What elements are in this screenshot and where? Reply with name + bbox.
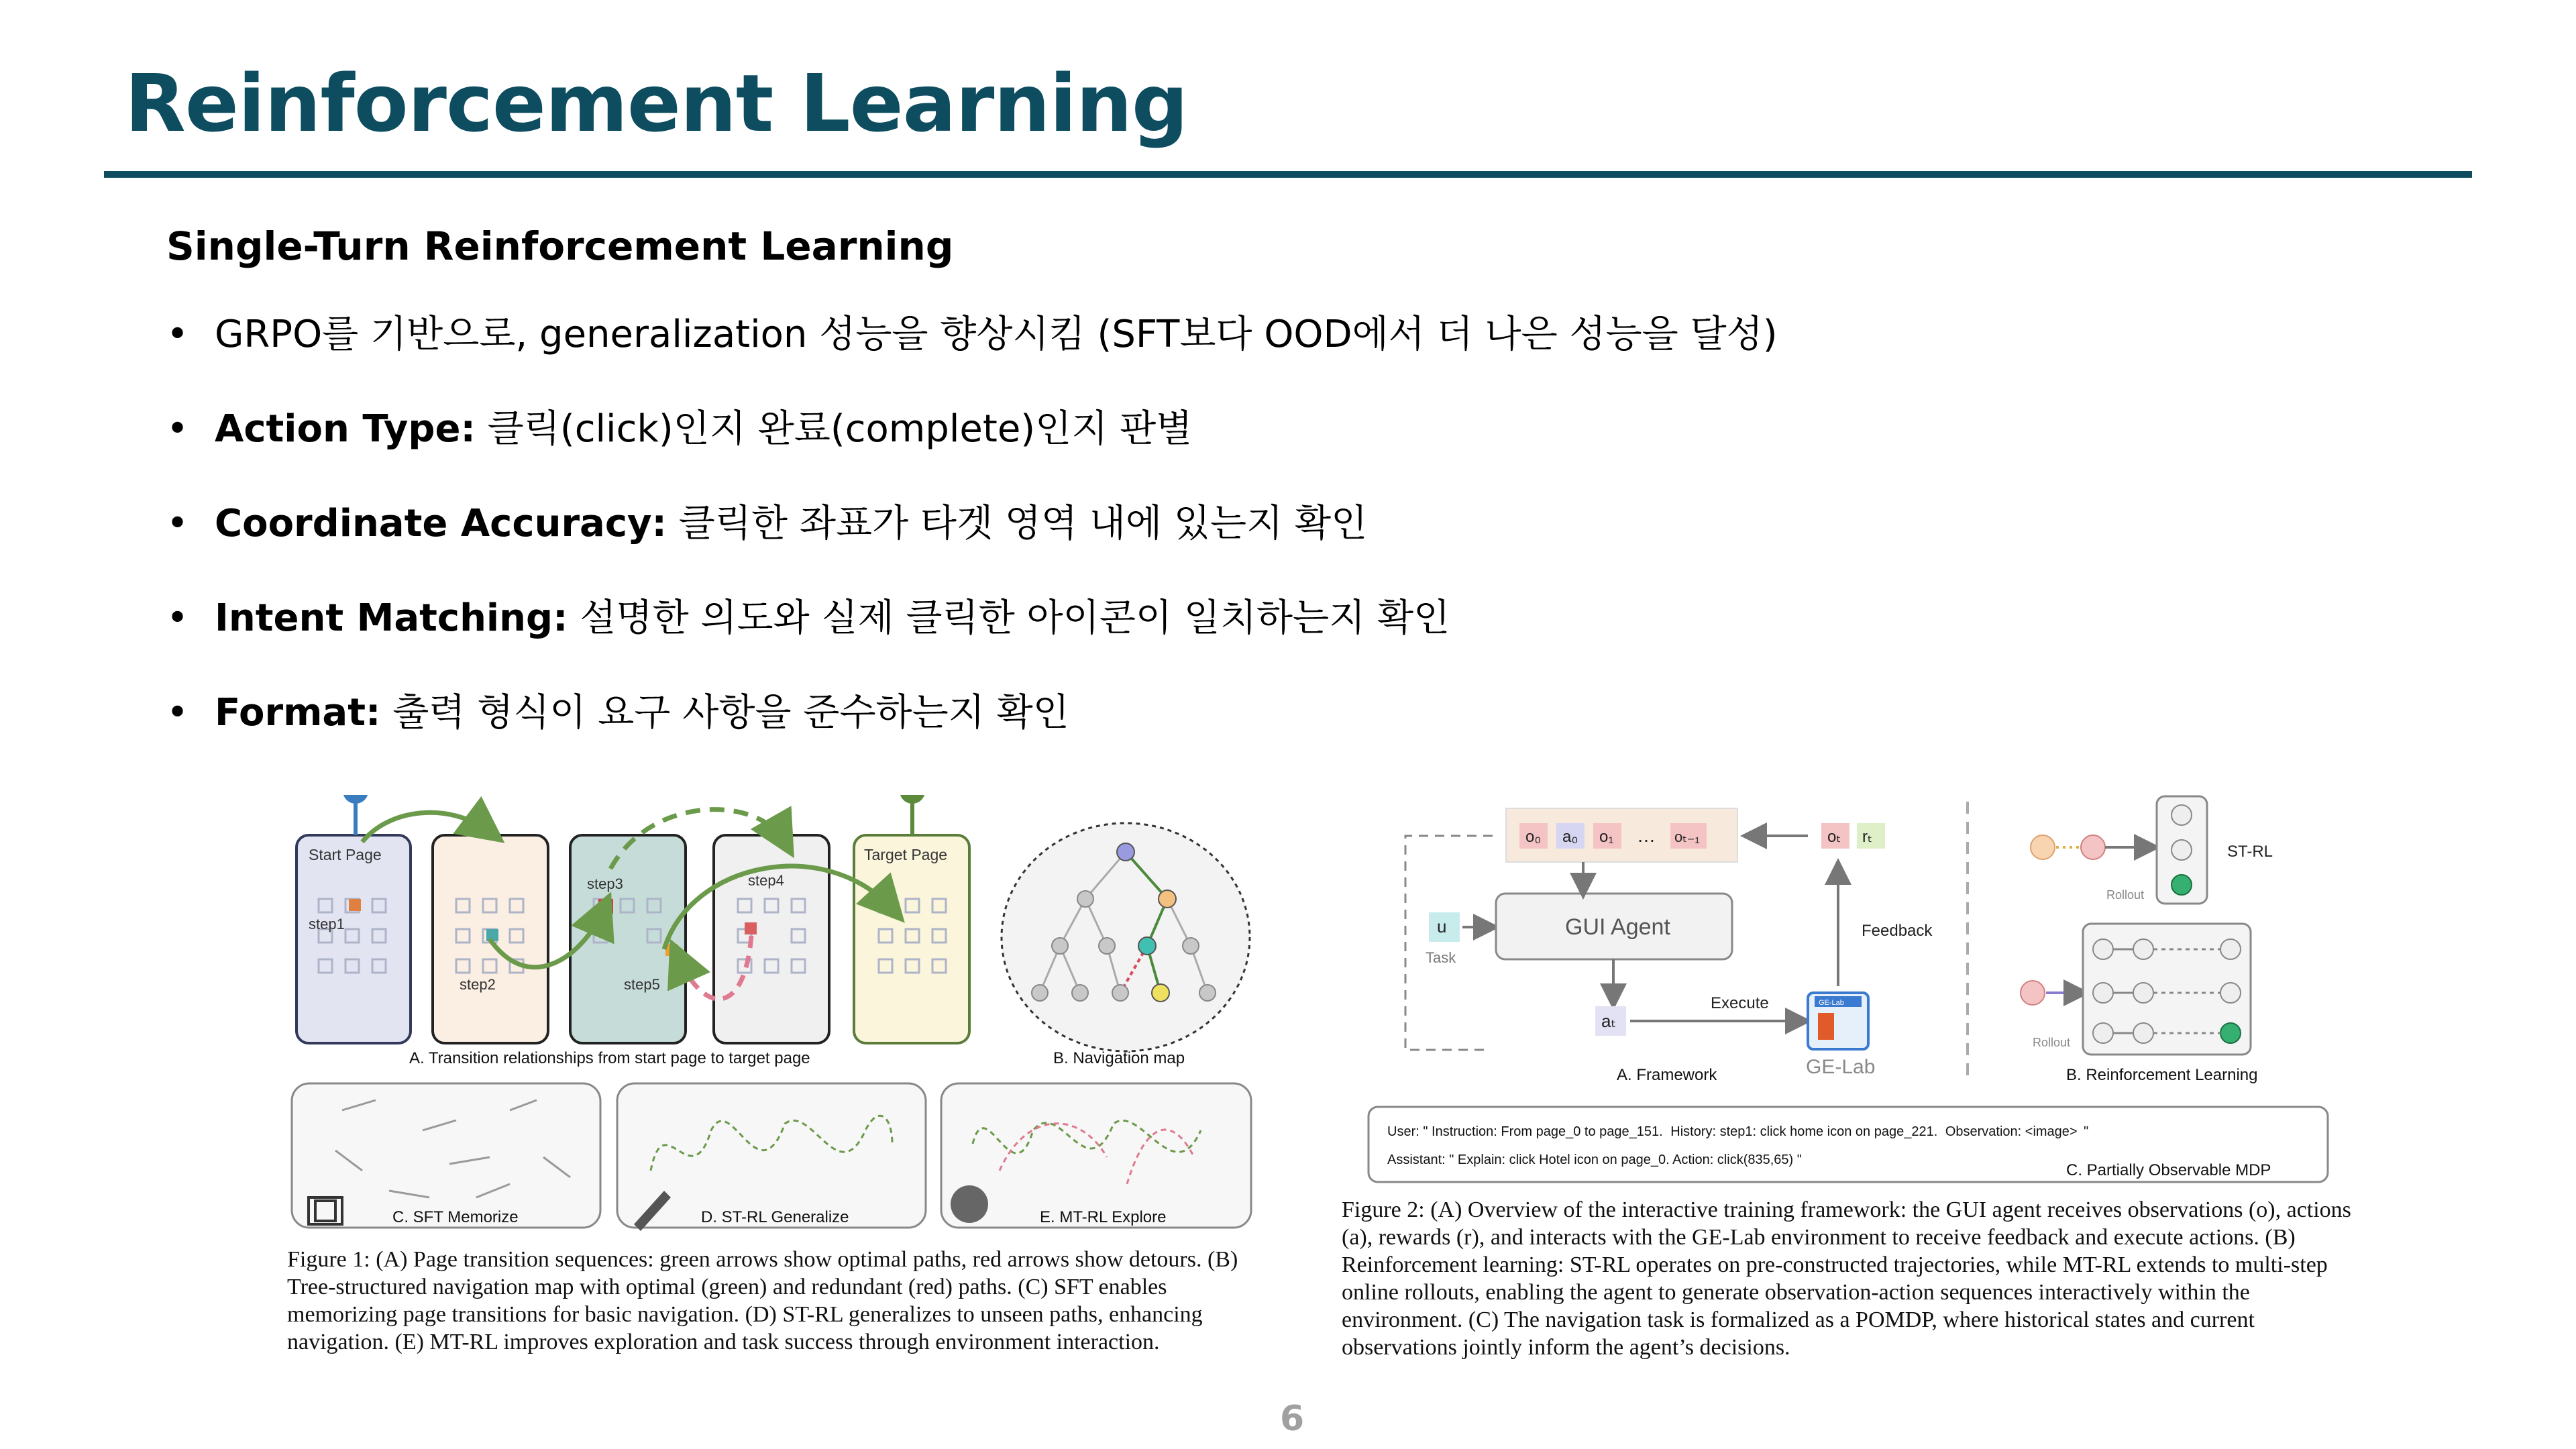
panel-d (617, 1083, 926, 1228)
target-pin-icon (902, 795, 923, 835)
click-marker (745, 922, 757, 934)
step-label: step5 (624, 976, 660, 993)
obs-label: a₀ (1562, 828, 1578, 846)
gelab-label: GE-Lab (1806, 1056, 1876, 1078)
figure-2-caption: Figure 2: (A) Overview of the interactive training framework: the GUI agent receives observations (o), actions (a), rewards (r), and interacts with the GE-Lab environment to receive feedback and execute actions. (B) Reinforcement learning: ST-RL operates on pre-constructed trajectories, while MT-RL extends to multi-step online rollouts, enabling the agent to generate observation-action sequences interactively within the environment. (C) The navigation task is formalized as a POMDP, where historical states and current observations jointly inform the agent’s decisions. (1342, 1197, 2351, 1360)
rollout-label: Rollout (2033, 1036, 2071, 1049)
map-node (1159, 890, 1176, 908)
start-pin-icon (345, 795, 366, 835)
panel-a-caption: A. Transition relationships from start page to target page (409, 1049, 810, 1067)
rt-label: rₜ (1862, 828, 1873, 846)
ot-label: oₜ (1827, 828, 1841, 846)
figure-1 (288, 795, 1275, 1238)
bullet-item (166, 690, 2380, 785)
user-suffix: " (2084, 1124, 2089, 1139)
bullet-label: Coordinate Accuracy: (215, 502, 667, 545)
mdp-caption: C. Partially Observable MDP (2066, 1161, 2271, 1179)
gelab-phone (1818, 1013, 1834, 1040)
strl-label: ST-RL (2227, 843, 2273, 861)
panel-d-caption: D. ST-RL Generalize (701, 1208, 849, 1226)
bullet-label: Format: (215, 691, 381, 735)
target-page-card (854, 835, 969, 1043)
bullet-item (166, 501, 2380, 596)
figure-1-graphic (288, 795, 1275, 1238)
figure-1-caption: Figure 1: (A) Page transition sequences: green arrows show optimal paths, red arrows show detours. (B) Tree-structured navigation map with optimal (green) and redundant (red) paths. (C) SFT enables memorizing page transitions for basic navigation. (D) ST-RL generalizes to unseen paths, enhancing navigation. (E) MT-RL improves exploration and task success through environment interaction. (287, 1247, 1238, 1354)
user-history: History: step1: click home icon on page_221. (1670, 1124, 1938, 1139)
panel-b-caption: B. Navigation map (1053, 1049, 1185, 1067)
bullet-label: Action Type: (215, 407, 476, 451)
obs-label: o₀ (1525, 828, 1542, 846)
bullet-list (166, 312, 2380, 785)
mdp-assistant-line: Assistant: " Explain: click Hotel icon on page_0. Action: click(835,65) " (1387, 1152, 1802, 1167)
rollout-label: Rollout (2106, 888, 2145, 902)
action-label: aₜ (1601, 1011, 1617, 1031)
task-label: Task (1426, 949, 1456, 966)
bullet-text: 클릭한 좌표가 타겟 영역 내에 있는지 확인 (666, 502, 1368, 545)
gelab-badge: GE-Lab (1819, 999, 1844, 1007)
bullet-item (166, 312, 2380, 407)
section-title: Single-Turn Reinforcement Learning (166, 223, 954, 269)
user-prefix: User: " (1387, 1124, 1428, 1139)
figure-2 (1362, 795, 2341, 1191)
page-number: 6 (1280, 1399, 1305, 1439)
map-target-node (1152, 984, 1169, 1002)
start-page-label: Start Page (309, 846, 382, 863)
obs-label: … (1637, 825, 1656, 846)
map-root-node (1117, 843, 1134, 861)
feedback-label: Feedback (1862, 922, 1933, 940)
obs-label: o₁ (1599, 828, 1614, 846)
target-page-label: Target Page (864, 846, 948, 863)
bullet-text: GRPO를 기반으로, generalization 성능을 향상시킴 (SFT보다 OOD에서 더 나은 성능을 달성) (215, 313, 1778, 356)
user-instruction: Instruction: From page_0 to page_151. (1432, 1124, 1663, 1139)
task-u-label: u (1437, 916, 1447, 936)
gui-agent-label: GUI Agent (1565, 914, 1670, 940)
bullet-item (166, 407, 2380, 501)
click-marker (349, 899, 361, 911)
step-label: step1 (309, 916, 345, 932)
figure-2-graphic (1362, 795, 2341, 1191)
rl-caption: B. Reinforcement Learning (2066, 1066, 2258, 1084)
step-label: step3 (587, 875, 623, 892)
user-observation: Observation: <image> (1945, 1124, 2078, 1139)
panel-c (292, 1083, 600, 1228)
step-label: step2 (460, 976, 496, 993)
obs-label: oₜ₋₁ (1674, 828, 1700, 845)
start-page-card (297, 835, 411, 1043)
panel-c-caption: C. SFT Memorize (392, 1208, 519, 1226)
bullet-text: 클릭(click)인지 완료(complete)인지 판별 (475, 407, 1193, 451)
bullet-text: 설명한 의도와 실제 클릭한 아이콘이 일치하는지 확인 (568, 596, 1450, 640)
slide-title: Reinforcement Learning (125, 57, 1188, 150)
step-label: step4 (748, 872, 784, 889)
bullet-item (166, 596, 2380, 690)
execute-label: Execute (1711, 994, 1769, 1012)
title-underline (104, 171, 2472, 178)
map-node (1138, 937, 1156, 955)
brain-icon (951, 1185, 988, 1223)
panel-e-caption: E. MT-RL Explore (1040, 1208, 1167, 1226)
bullet-label: Intent Matching: (215, 596, 568, 640)
mdp-user-line (1387, 1124, 2088, 1139)
framework-caption: A. Framework (1617, 1066, 1717, 1084)
bullet-text: 출력 형식이 요구 사항을 준수하는지 확인 (380, 691, 1069, 735)
